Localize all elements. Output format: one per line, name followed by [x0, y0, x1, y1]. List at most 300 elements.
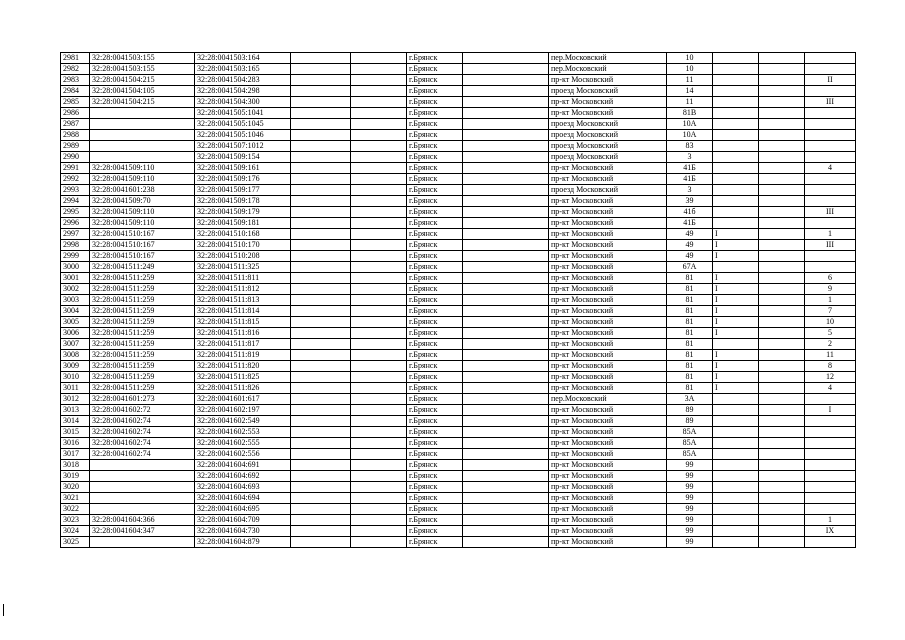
cell-blank-col-d: [759, 207, 805, 218]
cell-city: г.Брянск: [407, 229, 463, 240]
table-row: [61, 537, 856, 548]
cell-premises-number: [805, 130, 856, 141]
cell-street: проезд Московский: [549, 152, 667, 163]
table-row: [61, 471, 856, 482]
cell-cadastral-number: 32:28:0041509:176: [195, 174, 291, 185]
table-row: [61, 130, 856, 141]
cell-blank-col-b: [351, 438, 407, 449]
cell-row-number: 3011: [61, 383, 90, 394]
cell-blank-col-d: [759, 152, 805, 163]
cell-street: проезд Московский: [549, 185, 667, 196]
cell-blank-col-c: [463, 416, 549, 427]
cell-source-cadastral-number: 32:28:0041602:74: [90, 449, 195, 460]
cell-source-cadastral-number: [90, 141, 195, 152]
cell-blank-col-a: [291, 240, 351, 251]
cell-blank-col-a: [291, 515, 351, 526]
cell-premises-number: II: [805, 75, 856, 86]
cell-street: пр-кт Московский: [549, 526, 667, 537]
cell-city: г.Брянск: [407, 75, 463, 86]
cell-premises-number: [805, 152, 856, 163]
cell-street: пр-кт Московский: [549, 262, 667, 273]
cell-cadastral-number: 32:28:0041509:154: [195, 152, 291, 163]
cell-blank-col-c: [463, 152, 549, 163]
cell-city: г.Брянск: [407, 163, 463, 174]
cell-source-cadastral-number: 32:28:0041511:259: [90, 317, 195, 328]
cell-blank-col-d: [759, 537, 805, 548]
cell-blank-col-d: [759, 515, 805, 526]
cell-blank-col-b: [351, 185, 407, 196]
cell-house-number: 81: [667, 361, 713, 372]
cell-blank-col-a: [291, 295, 351, 306]
cell-blank-col-c: [463, 75, 549, 86]
cell-row-number: 2994: [61, 196, 90, 207]
cell-city: г.Брянск: [407, 207, 463, 218]
cell-blank-col-d: [759, 339, 805, 350]
cell-blank-col-d: [759, 416, 805, 427]
cell-blank-col-a: [291, 185, 351, 196]
cell-blank-col-a: [291, 108, 351, 119]
table-row: [61, 339, 856, 350]
cell-row-number: 2983: [61, 75, 90, 86]
cell-row-number: 2985: [61, 97, 90, 108]
cell-city: г.Брянск: [407, 196, 463, 207]
cell-blank-col-d: [759, 383, 805, 394]
table-row: [61, 515, 856, 526]
cell-blank-col-d: [759, 284, 805, 295]
cell-blank-col-c: [463, 449, 549, 460]
cell-blank-col-d: [759, 427, 805, 438]
cell-building: [713, 504, 759, 515]
cell-row-number: 2984: [61, 86, 90, 97]
cell-cadastral-number: 32:28:0041604:695: [195, 504, 291, 515]
cell-premises-number: 7: [805, 306, 856, 317]
cell-premises-number: IX: [805, 526, 856, 537]
cell-building: I: [713, 251, 759, 262]
cell-house-number: 41Б: [667, 218, 713, 229]
table-row: [61, 317, 856, 328]
cell-street: пер.Московский: [549, 394, 667, 405]
table-row: [61, 53, 856, 64]
cell-row-number: 3015: [61, 427, 90, 438]
cell-city: г.Брянск: [407, 108, 463, 119]
cell-city: г.Брянск: [407, 482, 463, 493]
cell-blank-col-a: [291, 119, 351, 130]
table-row: [61, 482, 856, 493]
cell-street: пр-кт Московский: [549, 196, 667, 207]
cell-blank-col-c: [463, 251, 549, 262]
table-row: [61, 185, 856, 196]
cell-blank-col-b: [351, 174, 407, 185]
cell-street: проезд Московский: [549, 130, 667, 141]
cell-row-number: 3016: [61, 438, 90, 449]
cell-house-number: 41Б: [667, 163, 713, 174]
cell-cadastral-number: 32:28:0041602:553: [195, 427, 291, 438]
cell-city: г.Брянск: [407, 537, 463, 548]
cell-blank-col-b: [351, 163, 407, 174]
cell-blank-col-d: [759, 75, 805, 86]
cell-city: г.Брянск: [407, 372, 463, 383]
cell-city: г.Брянск: [407, 515, 463, 526]
cell-building: I: [713, 328, 759, 339]
cell-city: г.Брянск: [407, 394, 463, 405]
cell-blank-col-c: [463, 317, 549, 328]
cell-source-cadastral-number: 32:28:0041509:110: [90, 207, 195, 218]
cell-blank-col-a: [291, 493, 351, 504]
cell-house-number: 81: [667, 339, 713, 350]
cell-source-cadastral-number: 32:28:0041511:259: [90, 295, 195, 306]
cell-house-number: 99: [667, 471, 713, 482]
cell-blank-col-c: [463, 196, 549, 207]
cell-cadastral-number: 32:28:0041504:298: [195, 86, 291, 97]
cell-blank-col-d: [759, 108, 805, 119]
cell-city: г.Брянск: [407, 405, 463, 416]
cell-blank-col-a: [291, 537, 351, 548]
cell-building: [713, 152, 759, 163]
cell-blank-col-b: [351, 130, 407, 141]
cell-blank-col-c: [463, 372, 549, 383]
cell-row-number: 3003: [61, 295, 90, 306]
cell-blank-col-b: [351, 64, 407, 75]
cell-city: г.Брянск: [407, 383, 463, 394]
cell-blank-col-a: [291, 163, 351, 174]
cell-blank-col-b: [351, 383, 407, 394]
cell-row-number: 2987: [61, 119, 90, 130]
cell-blank-col-c: [463, 339, 549, 350]
cell-building: [713, 526, 759, 537]
cell-source-cadastral-number: 32:28:0041604:366: [90, 515, 195, 526]
cell-row-number: 2989: [61, 141, 90, 152]
cell-source-cadastral-number: 32:28:0041511:259: [90, 372, 195, 383]
cell-building: [713, 174, 759, 185]
cell-street: проезд Московский: [549, 141, 667, 152]
cell-blank-col-d: [759, 504, 805, 515]
cell-blank-col-b: [351, 526, 407, 537]
cell-source-cadastral-number: [90, 482, 195, 493]
table-row: [61, 416, 856, 427]
cell-blank-col-b: [351, 339, 407, 350]
cell-city: г.Брянск: [407, 306, 463, 317]
table-row: [61, 174, 856, 185]
cell-blank-col-b: [351, 328, 407, 339]
table-row: [61, 240, 856, 251]
cell-premises-number: [805, 53, 856, 64]
cell-building: [713, 438, 759, 449]
cell-blank-col-c: [463, 482, 549, 493]
cell-city: г.Брянск: [407, 97, 463, 108]
cell-cadastral-number: 32:28:0041504:283: [195, 75, 291, 86]
cell-house-number: 89: [667, 405, 713, 416]
cell-street: пр-кт Московский: [549, 350, 667, 361]
cell-city: г.Брянск: [407, 350, 463, 361]
cell-city: г.Брянск: [407, 86, 463, 97]
cell-premises-number: [805, 64, 856, 75]
cell-row-number: 3013: [61, 405, 90, 416]
cell-blank-col-a: [291, 218, 351, 229]
cell-building: [713, 427, 759, 438]
cell-street: пр-кт Московский: [549, 416, 667, 427]
cell-blank-col-a: [291, 152, 351, 163]
cell-city: г.Брянск: [407, 284, 463, 295]
cell-city: г.Брянск: [407, 130, 463, 141]
cell-blank-col-b: [351, 460, 407, 471]
cell-blank-col-c: [463, 86, 549, 97]
cell-building: [713, 262, 759, 273]
cell-city: г.Брянск: [407, 273, 463, 284]
cell-row-number: 3024: [61, 526, 90, 537]
cell-blank-col-d: [759, 218, 805, 229]
cell-building: I: [713, 317, 759, 328]
cell-city: г.Брянск: [407, 460, 463, 471]
cell-building: I: [713, 295, 759, 306]
cell-street: пр-кт Московский: [549, 449, 667, 460]
cell-cadastral-number: 32:28:0041511:815: [195, 317, 291, 328]
cell-source-cadastral-number: 32:28:0041504:215: [90, 97, 195, 108]
table-row: [61, 427, 856, 438]
cell-city: г.Брянск: [407, 328, 463, 339]
cell-blank-col-d: [759, 526, 805, 537]
cell-city: г.Брянск: [407, 119, 463, 130]
cell-cadastral-number: 32:28:0041511:325: [195, 262, 291, 273]
cell-row-number: 2993: [61, 185, 90, 196]
cell-premises-number: [805, 482, 856, 493]
cell-cadastral-number: 32:28:0041511:820: [195, 361, 291, 372]
cell-source-cadastral-number: 32:28:0041511:249: [90, 262, 195, 273]
table-row: [61, 295, 856, 306]
cell-source-cadastral-number: [90, 152, 195, 163]
cell-cadastral-number: 32:28:0041509:161: [195, 163, 291, 174]
cell-building: [713, 207, 759, 218]
cell-blank-col-c: [463, 460, 549, 471]
cell-building: [713, 163, 759, 174]
cell-street: пр-кт Московский: [549, 361, 667, 372]
cell-house-number: 11: [667, 97, 713, 108]
cell-premises-number: III: [805, 207, 856, 218]
cell-cadastral-number: 32:28:0041511:814: [195, 306, 291, 317]
cell-street: пер.Московский: [549, 64, 667, 75]
cell-source-cadastral-number: 32:28:0041509:110: [90, 163, 195, 174]
cell-house-number: 81: [667, 383, 713, 394]
cell-blank-col-b: [351, 361, 407, 372]
cell-house-number: 99: [667, 504, 713, 515]
cell-premises-number: 1: [805, 515, 856, 526]
cell-house-number: 67А: [667, 262, 713, 273]
cell-city: г.Брянск: [407, 53, 463, 64]
cell-row-number: 2999: [61, 251, 90, 262]
cell-blank-col-a: [291, 306, 351, 317]
cell-row-number: 2996: [61, 218, 90, 229]
cell-blank-col-a: [291, 449, 351, 460]
cell-blank-col-c: [463, 284, 549, 295]
cell-street: пр-кт Московский: [549, 405, 667, 416]
cell-house-number: 81: [667, 317, 713, 328]
cell-source-cadastral-number: 32:28:0041511:259: [90, 339, 195, 350]
cell-blank-col-d: [759, 317, 805, 328]
cell-row-number: 3002: [61, 284, 90, 295]
cell-city: г.Брянск: [407, 504, 463, 515]
cell-building: [713, 196, 759, 207]
cell-source-cadastral-number: 32:28:0041510:167: [90, 240, 195, 251]
cell-house-number: 10: [667, 64, 713, 75]
cell-street: пр-кт Московский: [549, 328, 667, 339]
table-row: [61, 405, 856, 416]
cell-blank-col-c: [463, 141, 549, 152]
cell-source-cadastral-number: 32:28:0041509:110: [90, 218, 195, 229]
cell-blank-col-b: [351, 493, 407, 504]
cell-street: пр-кт Московский: [549, 504, 667, 515]
cell-building: [713, 449, 759, 460]
cell-house-number: 99: [667, 460, 713, 471]
cell-house-number: 49: [667, 240, 713, 251]
cell-blank-col-a: [291, 229, 351, 240]
cell-blank-col-a: [291, 196, 351, 207]
cell-blank-col-b: [351, 295, 407, 306]
cell-blank-col-c: [463, 328, 549, 339]
table-row: [61, 262, 856, 273]
cell-house-number: 85А: [667, 449, 713, 460]
cell-blank-col-d: [759, 361, 805, 372]
cell-building: [713, 185, 759, 196]
cell-blank-col-b: [351, 394, 407, 405]
cell-source-cadastral-number: 32:28:0041511:259: [90, 328, 195, 339]
cell-blank-col-c: [463, 273, 549, 284]
cell-city: г.Брянск: [407, 152, 463, 163]
cell-source-cadastral-number: [90, 537, 195, 548]
cell-blank-col-b: [351, 449, 407, 460]
cell-house-number: 81: [667, 372, 713, 383]
cell-street: пр-кт Московский: [549, 251, 667, 262]
cell-premises-number: [805, 460, 856, 471]
cell-source-cadastral-number: 32:28:0041511:259: [90, 361, 195, 372]
cell-cadastral-number: 32:28:0041510:168: [195, 229, 291, 240]
cell-building: I: [713, 229, 759, 240]
cell-house-number: 83: [667, 141, 713, 152]
cell-cadastral-number: 32:28:0041511:817: [195, 339, 291, 350]
cell-street: пр-кт Московский: [549, 284, 667, 295]
cell-blank-col-b: [351, 240, 407, 251]
cell-row-number: 3020: [61, 482, 90, 493]
cell-blank-col-d: [759, 196, 805, 207]
cell-blank-col-d: [759, 471, 805, 482]
cell-blank-col-d: [759, 449, 805, 460]
cell-source-cadastral-number: 32:28:0041602:74: [90, 416, 195, 427]
cell-row-number: 2995: [61, 207, 90, 218]
cell-house-number: 81В: [667, 108, 713, 119]
table-row: [61, 394, 856, 405]
cell-building: [713, 416, 759, 427]
table-row: [61, 284, 856, 295]
cell-building: [713, 471, 759, 482]
cell-blank-col-d: [759, 130, 805, 141]
cell-cadastral-number: 32:28:0041509:178: [195, 196, 291, 207]
cell-building: I: [713, 372, 759, 383]
cell-row-number: 3019: [61, 471, 90, 482]
cell-cadastral-number: 32:28:0041503:165: [195, 64, 291, 75]
cell-blank-col-c: [463, 240, 549, 251]
cell-premises-number: 1: [805, 295, 856, 306]
cell-premises-number: [805, 141, 856, 152]
cell-blank-col-b: [351, 152, 407, 163]
cell-premises-number: 4: [805, 163, 856, 174]
cell-premises-number: I: [805, 405, 856, 416]
cell-source-cadastral-number: 32:28:0041509:110: [90, 174, 195, 185]
cell-blank-col-b: [351, 317, 407, 328]
table-row: [61, 207, 856, 218]
cell-blank-col-d: [759, 493, 805, 504]
cell-cadastral-number: 32:28:0041511:811: [195, 273, 291, 284]
table-row: [61, 152, 856, 163]
cell-premises-number: 8: [805, 361, 856, 372]
table-row: [61, 350, 856, 361]
cell-blank-col-b: [351, 284, 407, 295]
cell-blank-col-a: [291, 130, 351, 141]
table-row: [61, 196, 856, 207]
cell-blank-col-b: [351, 119, 407, 130]
cell-blank-col-a: [291, 64, 351, 75]
cell-blank-col-b: [351, 306, 407, 317]
cell-premises-number: [805, 185, 856, 196]
cell-street: пр-кт Московский: [549, 438, 667, 449]
cell-blank-col-a: [291, 438, 351, 449]
cell-source-cadastral-number: [90, 493, 195, 504]
table-row: [61, 108, 856, 119]
cell-building: [713, 97, 759, 108]
cell-premises-number: 2: [805, 339, 856, 350]
cell-cadastral-number: 32:28:0041511:816: [195, 328, 291, 339]
cell-cadastral-number: 32:28:0041602:197: [195, 405, 291, 416]
cell-blank-col-a: [291, 207, 351, 218]
cell-row-number: 3006: [61, 328, 90, 339]
cell-building: [713, 537, 759, 548]
cell-blank-col-c: [463, 64, 549, 75]
cell-house-number: 10А: [667, 119, 713, 130]
cell-premises-number: [805, 504, 856, 515]
cell-blank-col-b: [351, 218, 407, 229]
cell-house-number: 49: [667, 229, 713, 240]
cell-premises-number: [805, 537, 856, 548]
cell-city: г.Брянск: [407, 471, 463, 482]
cell-house-number: 11: [667, 75, 713, 86]
cell-source-cadastral-number: [90, 460, 195, 471]
cell-blank-col-c: [463, 295, 549, 306]
cell-house-number: 14: [667, 86, 713, 97]
cell-blank-col-b: [351, 196, 407, 207]
cell-street: пр-кт Московский: [549, 515, 667, 526]
cell-blank-col-d: [759, 405, 805, 416]
cell-blank-col-d: [759, 372, 805, 383]
cell-row-number: 2992: [61, 174, 90, 185]
cell-blank-col-a: [291, 416, 351, 427]
table-row: [61, 383, 856, 394]
cell-blank-col-d: [759, 328, 805, 339]
cell-house-number: 81: [667, 284, 713, 295]
cell-blank-col-c: [463, 537, 549, 548]
table-row: [61, 504, 856, 515]
cell-blank-col-c: [463, 526, 549, 537]
table-row: [61, 526, 856, 537]
table-row: [61, 218, 856, 229]
cell-premises-number: [805, 86, 856, 97]
cell-premises-number: [805, 174, 856, 185]
cell-building: [713, 130, 759, 141]
cell-building: [713, 339, 759, 350]
cell-blank-col-c: [463, 262, 549, 273]
cell-house-number: 81: [667, 295, 713, 306]
cell-blank-col-d: [759, 141, 805, 152]
cell-blank-col-b: [351, 108, 407, 119]
table-row: [61, 64, 856, 75]
table-row: [61, 328, 856, 339]
cell-city: г.Брянск: [407, 185, 463, 196]
